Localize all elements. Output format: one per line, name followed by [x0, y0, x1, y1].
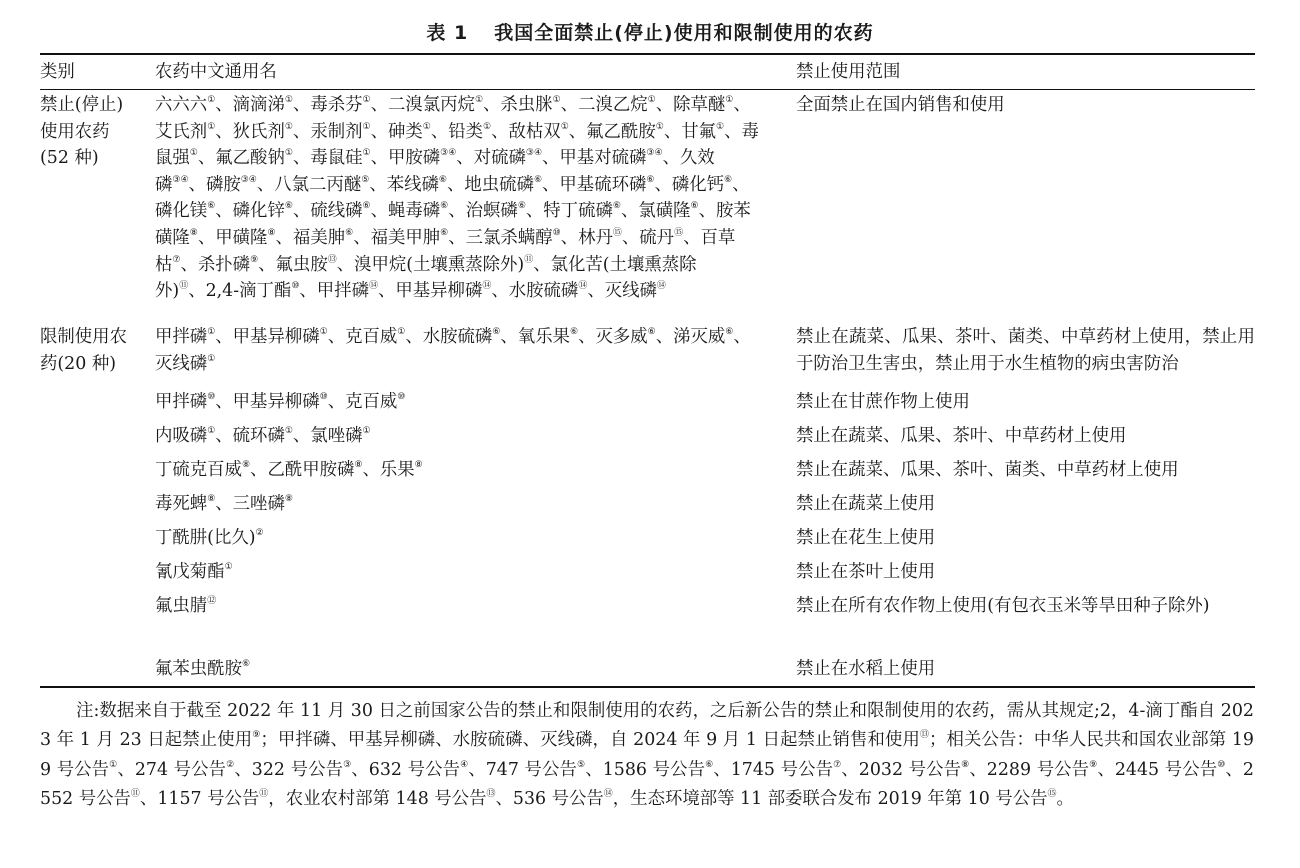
- text-run: 、二溴乙烷: [560, 95, 648, 115]
- footnote-marker: ⑪: [524, 254, 534, 265]
- text-run: ，农业农村部第 148 号公告: [268, 788, 487, 809]
- category-line: 限制使用农: [40, 327, 127, 347]
- footnote-marker: ⑩: [291, 281, 300, 292]
- restricted-scope: 禁止在水稻上使用: [796, 659, 936, 679]
- text-run: ；相关公告：中华人民共和国农业部第 199 号公告: [40, 730, 1254, 780]
- text-run: 、1745 号公告: [713, 759, 834, 780]
- footnote-marker: ①: [224, 562, 233, 572]
- footnote-marker: ①: [319, 327, 328, 337]
- restricted-name: [155, 389, 405, 416]
- text-run: 、乙酰甲胺磷: [250, 460, 355, 480]
- footnote-marker: ⑥: [533, 174, 543, 185]
- footnote-marker: ⑩: [1217, 759, 1226, 770]
- text-run: 丁硫克百威: [155, 460, 242, 480]
- text-run: 、536 号公告: [495, 788, 604, 809]
- restricted-scope: 禁止在蔬菜、瓜果、茶叶、中草药材上使用: [796, 426, 1127, 446]
- name-line: [155, 119, 759, 146]
- table-number: 表 1: [426, 22, 469, 44]
- header-rule: [40, 89, 1255, 90]
- text-run: 、274 号公告: [117, 759, 227, 780]
- name-line: [155, 172, 759, 199]
- name-line: [155, 559, 233, 586]
- footnote-marker: ①: [284, 95, 293, 105]
- text-run: 、福美甲胂: [353, 227, 441, 248]
- text-run: 灭线磷: [155, 353, 208, 374]
- footnote-marker: ①: [207, 327, 216, 337]
- text-run: 、克百威: [327, 327, 398, 347]
- restricted-category: [40, 324, 127, 377]
- banned-category: [40, 92, 123, 172]
- text-run: 、灭多威: [578, 327, 648, 347]
- text-run: 氟虫腈: [155, 596, 208, 616]
- text-run: 、硫丹: [621, 227, 675, 248]
- footnote-marker: ⑥: [647, 327, 656, 337]
- footnote-marker: ⑥: [207, 201, 216, 212]
- name-line: [155, 324, 751, 351]
- text-run: 、汞制剂: [292, 121, 363, 142]
- name-line: [155, 491, 293, 518]
- footnote-marker: ⑥: [705, 759, 714, 770]
- restricted-scope: 禁止在茶叶上使用: [796, 562, 936, 582]
- footnote-marker: ⑧: [207, 494, 216, 504]
- text-run: 、敌枯双: [491, 121, 561, 142]
- text-run: 、对硫磷: [456, 148, 526, 169]
- text-run: 、甲基对硫磷: [542, 148, 647, 169]
- footnote-marker: ⑪: [179, 281, 189, 292]
- footnote-marker: ①: [284, 148, 293, 159]
- text-run: 、甲基异柳磷: [215, 392, 320, 412]
- footnote-marker: ⑪: [130, 788, 140, 799]
- restricted-name: [155, 491, 293, 518]
- category-line: 禁止(停止): [40, 95, 124, 115]
- text-run: 内吸磷: [155, 426, 208, 446]
- text-run: 、治螟磷: [448, 201, 518, 222]
- name-line: [155, 457, 423, 484]
- text-run: 、甲拌磷: [299, 281, 369, 302]
- text-run: 、蝇毒磷: [370, 201, 441, 222]
- text-run: 、杀虫脒: [483, 95, 553, 115]
- text-run: 、毒鼠硅: [292, 148, 363, 169]
- footnote-marker: ⑥: [724, 174, 733, 185]
- footnote-marker: ⑧: [961, 759, 970, 770]
- footnote-marker: ⑥: [440, 201, 449, 212]
- text-run: 、: [733, 327, 751, 347]
- restricted-name: [155, 656, 250, 683]
- restricted-scope: 禁止在蔬菜、瓜果、茶叶、菌类、中草药材上使用，禁止用于防治卫生害虫，禁止用于水生植物的病虫害防治: [796, 327, 1255, 374]
- name-line: [155, 92, 759, 119]
- footnote-marker: ①: [647, 95, 656, 105]
- text-run: 、苯线磷: [369, 174, 439, 195]
- text-run: 、林丹: [560, 227, 613, 248]
- footnote-marker: ⑧: [354, 460, 363, 470]
- text-run: 、氯唑磷: [292, 426, 363, 446]
- text-run: 、水胺硫磷: [491, 281, 579, 302]
- header-name: 农药中文通用名: [155, 62, 277, 82]
- footnote-marker: ①: [716, 121, 725, 132]
- restricted-name: [155, 324, 751, 377]
- footnote-marker: ⑧: [241, 460, 251, 470]
- banned-pesticide-names: [155, 92, 759, 305]
- text-run: 、甲基异柳磷: [377, 281, 483, 302]
- text-run: 氟苯虫酰胺: [155, 659, 242, 679]
- text-run: 、特丁硫磷: [525, 201, 613, 222]
- footnote-marker: ⑤: [361, 174, 370, 185]
- text-run: 、磷胺: [188, 174, 241, 195]
- text-run: 、地虫硫磷: [446, 174, 534, 195]
- footnote-marker: ⑭: [578, 281, 588, 292]
- footnote-marker: ①: [207, 353, 216, 364]
- footnote-marker: ⑥: [241, 659, 251, 669]
- footnote-marker: ⑥: [612, 201, 621, 212]
- footnote-marker: ①: [189, 148, 198, 159]
- text-run: 、632 号公告: [351, 759, 461, 780]
- text-run: 、2552 号公告: [40, 759, 1254, 809]
- text-run: 、: [732, 174, 750, 195]
- footnote-marker: ②: [255, 528, 264, 538]
- text-run: 、灭线磷: [587, 281, 657, 302]
- name-line: [155, 525, 264, 552]
- text-run: 外): [155, 281, 180, 302]
- footnote-marker: ③④: [646, 148, 663, 159]
- footnote-marker: ①: [552, 95, 561, 105]
- text-run: 、砷类: [370, 121, 423, 142]
- text-run: 、胺苯: [698, 201, 751, 222]
- footnote-marker: ⑬: [486, 788, 496, 799]
- footnote-marker: ⑩: [552, 227, 561, 238]
- text-run: 、2032 号公告: [841, 759, 962, 780]
- text-run: 、747 号公告: [468, 759, 578, 780]
- text-run: 、久效: [662, 148, 715, 169]
- footnote-marker: ⑩: [319, 392, 328, 402]
- text-run: 、磷化钙: [654, 174, 725, 195]
- text-run: 、毒杀芬: [292, 95, 363, 115]
- text-run: 磷: [155, 174, 173, 195]
- bottom-rule: [40, 686, 1255, 688]
- footnote-marker: ⑥: [345, 227, 354, 238]
- footnote-marker: ⑥: [569, 327, 579, 337]
- footnote-marker: ⑥: [690, 201, 699, 212]
- text-run: 丁酰肼(比久): [155, 528, 256, 548]
- footnote-marker: ⑭: [656, 281, 666, 292]
- footnote-marker: ③④: [172, 174, 189, 185]
- footnote-marker: ⑬: [919, 730, 930, 741]
- text-run: 毒死蜱: [155, 494, 208, 514]
- text-run: 、水胺硫磷: [405, 327, 493, 347]
- restricted-scope: 禁止在蔬菜、瓜果、茶叶、菌类、中草药材上使用: [796, 460, 1179, 480]
- footnote-marker: ⑧: [267, 227, 276, 238]
- footnote-marker: ⑮: [674, 227, 684, 238]
- top-rule: [40, 53, 1255, 55]
- text-run: 、2445 号公告: [1097, 759, 1218, 780]
- restricted-name: [155, 593, 216, 620]
- restricted-name: [155, 525, 264, 552]
- text-run: 、克百威: [327, 392, 398, 412]
- text-run: 、铅类: [430, 121, 484, 142]
- footnote-marker: ④: [460, 759, 469, 770]
- text-run: 氰戊菊酯: [155, 562, 225, 582]
- name-line: [155, 225, 759, 252]
- header-scope: 禁止使用范围: [796, 62, 901, 82]
- footnote-marker: ⑤: [577, 759, 586, 770]
- footnote-marker: ⑫: [207, 596, 217, 606]
- text-run: 、福美胂: [275, 227, 346, 248]
- text-run: 甲拌磷: [155, 392, 208, 412]
- restricted-scope: 禁止在所有农作物上使用(有包衣玉米等旱田种子除外): [796, 596, 1210, 616]
- footnote-marker: ⑭: [482, 281, 492, 292]
- footnote-marker: ⑥: [646, 174, 655, 185]
- text-run: 、三唑磷: [215, 494, 285, 514]
- footnote-marker: ⑥: [440, 227, 449, 238]
- footnote-marker: ①: [397, 327, 406, 337]
- footnote-marker: ③④: [525, 148, 543, 159]
- text-run: 磷化镁: [155, 201, 208, 222]
- text-run: 、1586 号公告: [585, 759, 706, 780]
- footnote-marker: ③④: [440, 148, 457, 159]
- footnote-marker: ⑭: [368, 281, 378, 292]
- text-run: 、狄氏剂: [215, 121, 285, 142]
- text-run: 磺隆: [155, 227, 190, 248]
- text-run: 、氧乐果: [500, 327, 570, 347]
- text-run: 、硫环磷: [215, 426, 285, 446]
- text-run: 、毒: [724, 121, 759, 142]
- name-line: [155, 145, 759, 172]
- text-run: 、氟乙酰胺: [568, 121, 656, 142]
- banned-scope: 全面禁止在国内销售和使用: [796, 95, 1005, 115]
- footnote-marker: ⑥: [725, 327, 734, 337]
- text-run: ；甲拌磷、甲基异柳磷、水胺硫磷、灭线磷，自 2024 年 9 月 1 日起禁止销售和使用: [260, 730, 920, 751]
- footnote-marker: ①: [474, 95, 484, 105]
- footnote-marker: ①: [483, 121, 492, 132]
- footnote-marker: ⑭: [603, 788, 613, 799]
- restricted-name: [155, 559, 233, 586]
- text-run: 六六六: [155, 95, 208, 115]
- text-run: 枯: [155, 254, 173, 275]
- text-run: 。: [1056, 788, 1074, 809]
- text-run: 、磷化锌: [215, 201, 285, 222]
- text-run: 、2,4-滴丁酯: [188, 281, 292, 302]
- text-run: 、八氯二丙醚: [256, 174, 362, 195]
- restricted-scope: 禁止在甘蔗作物上使用: [796, 392, 970, 412]
- text-run: 、涕灭威: [655, 327, 726, 347]
- text-run: 鼠强: [155, 148, 190, 169]
- text-run: 、溴甲烷(土壤熏蒸除外): [336, 254, 525, 275]
- text-run: 、322 号公告: [234, 759, 344, 780]
- text-run: ，生态环境部等 11 部委联合发布 2019 年第 10 号公告: [612, 788, 1048, 809]
- footnote-marker: ⑥: [284, 201, 293, 212]
- footnote-marker: ①: [109, 759, 118, 770]
- category-line: (52 种): [40, 148, 99, 169]
- footnote-marker: ⑧: [284, 494, 293, 504]
- text-run: 、甲基异柳磷: [215, 327, 320, 347]
- text-run: 、杀扑磷: [180, 254, 251, 275]
- footnote-marker: ⑥: [517, 201, 526, 212]
- text-run: 、2289 号公告: [969, 759, 1090, 780]
- footnote-marker: ①: [284, 426, 293, 436]
- text-run: 、甲基硫环磷: [542, 174, 647, 195]
- text-run: 甲拌磷: [155, 327, 208, 347]
- name-line: [155, 656, 250, 683]
- footnote-marker: ⑥: [492, 327, 501, 337]
- text-run: 、: [733, 95, 751, 115]
- footnote-marker: ⑧: [189, 227, 198, 238]
- footnote-marker: ①: [362, 95, 371, 105]
- name-line: [155, 252, 759, 279]
- text-run: 、氟虫胺: [258, 254, 328, 275]
- footnote-marker: ⑦: [172, 254, 181, 265]
- footnote-marker: ⑧: [414, 460, 423, 470]
- text-run: 、甘氟: [663, 121, 716, 142]
- footnote-marker: ⑮: [1047, 788, 1057, 799]
- text-run: 、二溴氯丙烷: [370, 95, 475, 115]
- restricted-name: [155, 457, 423, 484]
- header-category: 类别: [40, 62, 75, 82]
- footnote-marker: ①: [362, 148, 371, 159]
- footnote-marker: ①: [207, 95, 216, 105]
- text-run: 、氯化苦(土壤熏蒸除: [533, 254, 697, 275]
- restricted-scope: 禁止在蔬菜上使用: [796, 494, 936, 514]
- footnote-marker: ⑨: [1089, 759, 1098, 770]
- category-line: 使用农药: [40, 121, 110, 142]
- footnote-marker: ①: [655, 121, 664, 132]
- footnote-marker: ①: [207, 121, 216, 132]
- text-run: 、氟乙酸钠: [197, 148, 285, 169]
- restricted-name: [155, 423, 371, 450]
- restricted-scope: 禁止在花生上使用: [796, 528, 936, 548]
- footnote-marker: ①: [362, 426, 371, 436]
- text-run: 注:数据来自于截至 2022 年 11 月 30 日之前国家公告的禁止和限制使用的农药，之后新公告的禁止和限制使用的农药，需从其规定;2，4-滴丁酯自 2023 年 1 月 23 日起禁止使用: [40, 701, 1254, 751]
- footnote-marker: ⑦: [833, 759, 842, 770]
- footnote-marker: ①: [284, 121, 293, 132]
- text-run: 、三氯杀螨醇: [448, 227, 553, 248]
- footnote-marker: ①: [725, 95, 734, 105]
- table-title: [0, 18, 1300, 45]
- text-run: 、甲磺隆: [197, 227, 268, 248]
- name-line: [155, 198, 759, 225]
- text-run: 、百草: [683, 227, 736, 248]
- name-line: [155, 278, 759, 305]
- text-run: 、氯磺隆: [620, 201, 691, 222]
- text-run: 、1157 号公告: [139, 788, 260, 809]
- footnote-marker: ⑪: [259, 788, 269, 799]
- footnote-marker: ③: [343, 759, 352, 770]
- footnote-marker: ①: [207, 426, 216, 436]
- footnote-marker: ⑮: [612, 227, 622, 238]
- footnote-marker: ⑩: [207, 392, 216, 402]
- footnote-marker: ⑩: [397, 392, 406, 402]
- table-note: [40, 697, 1254, 814]
- text-run: 、甲胺磷: [370, 148, 441, 169]
- footnote-marker: ⑬: [327, 254, 337, 265]
- footnote-marker: ⑥: [362, 201, 371, 212]
- table-caption: 我国全面禁止(停止)使用和限制使用的农药: [494, 22, 874, 44]
- name-line: [155, 593, 216, 620]
- footnote-marker: ①: [362, 121, 371, 132]
- text-run: 、乐果: [362, 460, 415, 480]
- footnote-marker: ⑥: [438, 174, 447, 185]
- text-run: 、除草醚: [655, 95, 726, 115]
- name-line: [155, 423, 371, 450]
- footnote-marker: ①: [560, 121, 569, 132]
- footnote-marker: ②: [226, 759, 235, 770]
- text-run: 、滴滴涕: [215, 95, 285, 115]
- category-line: 药(20 种): [40, 353, 117, 374]
- footnote-marker: ⑨: [252, 730, 261, 741]
- footnote-marker: ⑨: [250, 254, 259, 265]
- footnote-marker: ③④: [240, 174, 257, 185]
- footnote-marker: ①: [422, 121, 431, 132]
- text-run: 艾氏剂: [155, 121, 208, 142]
- name-line: [155, 351, 751, 378]
- name-line: [155, 389, 405, 416]
- text-run: 、硫线磷: [292, 201, 363, 222]
